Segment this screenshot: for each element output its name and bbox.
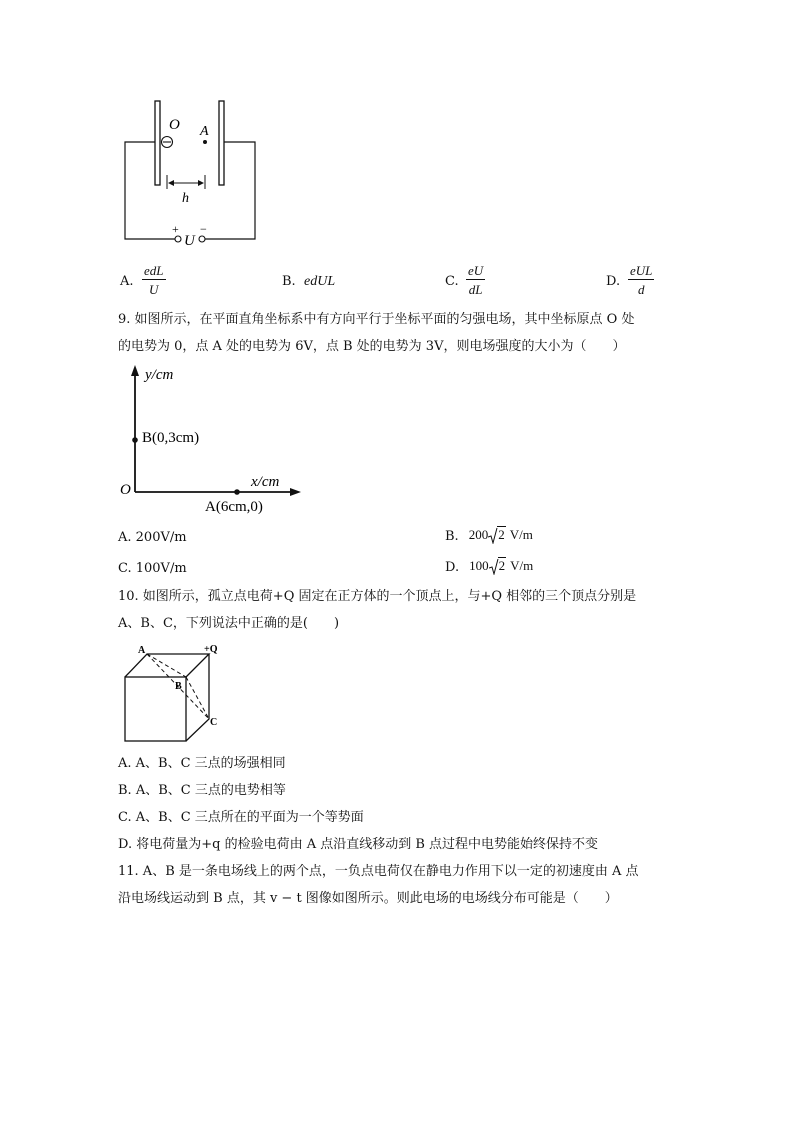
q10-opt-b: B. A、B、C 三点的电势相等 xyxy=(118,783,286,798)
q10-stem-line2: A、B、C，下列说法中正确的是( ) xyxy=(118,616,340,631)
q10-opt-a: A. A、B、C 三点的场强相同 xyxy=(118,756,286,771)
q9-opt-c: C. 100V/m xyxy=(118,561,187,576)
q10-stem-line1: 10. 如图所示，孤立点电荷+Q 固定在正方体的一个顶点上，与+Q 相邻的三个顶点分别是 xyxy=(118,589,637,604)
cube-label-b: B xyxy=(175,681,182,692)
q8-opt-c-fraction: $\frac{eU}{dL}$ xyxy=(468,263,484,297)
point-a-dot xyxy=(203,140,207,144)
label-a: A xyxy=(200,124,209,139)
cube-figure xyxy=(115,640,235,750)
q10-opt-c: C. A、B、C 三点所在的平面为一个等势面 xyxy=(118,810,364,825)
x-axis-label: x/cm xyxy=(251,474,280,490)
q9-opt-d: D. 100 2 V/m xyxy=(445,558,534,575)
y-axis-label: y/cm xyxy=(145,367,174,383)
cube-label-c: C xyxy=(210,717,218,728)
sqrt-symbol: 2 xyxy=(489,558,507,574)
x-axis-arrow xyxy=(290,488,301,496)
q8-opt-a-letter: A. xyxy=(120,274,134,289)
cube-label-a: A xyxy=(138,645,146,656)
q10-opt-d: D. 将电荷量为+q 的检验电荷由 A 点沿直线移动到 B 点过程中电势能始终保持不变 xyxy=(118,837,599,852)
q8-opt-b-letter: B. xyxy=(282,274,296,289)
q8-opt-a-fraction: edL U xyxy=(144,263,164,297)
coordinate-figure xyxy=(115,362,315,522)
point-b-label: B(0,3cm) xyxy=(142,430,200,446)
label-u: U xyxy=(184,233,195,249)
right-wire xyxy=(205,142,255,239)
q9-stem-line2: 的电势为 0，点 A 处的电势为 6V，点 B 处的电势为 3V，则电场强度的大小为（ ） xyxy=(118,339,626,354)
plus-terminal xyxy=(175,236,181,242)
label-o: O xyxy=(169,117,180,133)
left-wire xyxy=(125,142,175,239)
sqrt-symbol: 2 xyxy=(488,527,506,543)
q9-opt-b: B. 200 2 V/m xyxy=(445,527,533,544)
point-b-dot xyxy=(132,437,138,443)
left-plate xyxy=(155,101,160,185)
point-a-dot xyxy=(234,489,240,495)
minus-terminal xyxy=(199,236,205,242)
q9-opt-a: A. 200V/m xyxy=(118,530,187,545)
q8-opt-b-expr: edUL xyxy=(304,274,336,289)
label-h: h xyxy=(182,191,189,206)
cube-label-q: +Q xyxy=(204,644,218,655)
y-axis-arrow xyxy=(131,365,139,376)
label-minus: − xyxy=(200,222,207,236)
q11-stem-line1: 11. A、B 是一条电场线上的两个点，一负点电荷仅在静电力作用下以一定的初速度由 A 点 xyxy=(118,864,639,879)
q9-stem-line1: 9. 如图所示，在平面直角坐标系中有方向平行于坐标平面的匀强电场，其中坐标原点 O 处 xyxy=(118,312,635,327)
q8-opt-d-letter: D. xyxy=(606,274,621,289)
q8-opt-d-fraction: eUL d xyxy=(630,263,653,297)
label-plus: + xyxy=(172,222,179,236)
right-plate xyxy=(219,101,224,185)
q8-opt-c-letter: C. xyxy=(445,274,459,289)
point-a-label: A(6cm,0) xyxy=(205,499,263,515)
origin-label: O xyxy=(120,482,131,498)
q11-stem-line2: 沿电场线运动到 B 点，其 v − t 图像如图所示。则此电场的电场线分布可能是（ ） xyxy=(118,891,618,906)
capacitor-figure xyxy=(115,95,275,255)
